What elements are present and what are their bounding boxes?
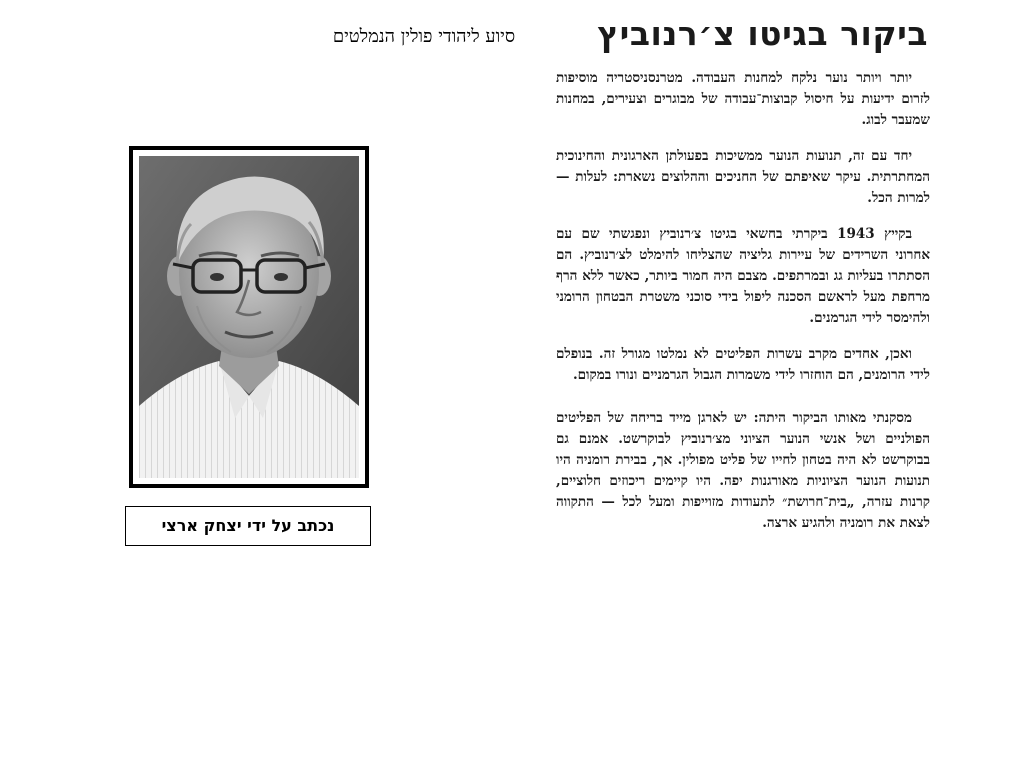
- slide-subtitle: סיוע ליהודי פולין הנמלטים: [332, 26, 516, 47]
- article-paragraph: יחד עם זה, תנועות הנוער ממשיכות בפעולתן הארגונית והחינוכית המחתרתית. עיקר שאיפתם של החניכים וההלוצים נשארת: לעלות — למרות הכל.: [556, 148, 930, 206]
- article-paragraph: מסקנתי מאותו הביקור היתה: יש לארגן מייד בריחה של הפליטים הפולניים ושל אנשי הנוער הציוני מצ׳רנוביץ לבוקרשט. אמנם גם בבוקרשט לא היה בטחון לחייו של פליט מפולין. אך, בבירת רומניה היו תנועות הנוער הציוניות מאורגנות יפה. היו קיימים ריכוזים חלוציים, קרנות עזרה, „בית־חרושת״ לתעודות מזוייפות ומעל לכל — התקווה לצאת את רומניה ולהגיע ארצה.: [556, 410, 930, 531]
- article-headline: ביקור בגיטו צ׳רנוביץ: [597, 14, 928, 53]
- portrait-photo: [139, 156, 359, 478]
- article-paragraph: ואכן, אחדים מקרב עשרות הפליטים לא נמלטו מגורל זה. בנופלם לידי הרומנים, הם הוחזרו לידי משמרות הגבול הגרמניים ונורו במקום.: [556, 346, 930, 383]
- portrait-photo-image: [139, 156, 359, 478]
- article-paragraph: יותר ויותר נוער נלקח למחנות העבודה. מטרנסניסטריה מוסיפות לזרום ידיעות על חיסול קבוצות־עבודה של מבוגרים וצעירים, במחנות שמעבר לבוג.: [556, 70, 930, 128]
- portrait-photo-frame: [129, 146, 369, 488]
- newspaper-article: [552, 12, 934, 549]
- photo-caption: נכתב על ידי יצחק ארצי: [125, 506, 371, 546]
- article-paragraph: בקייץ 1943 ביקרתי בחשאי בגיטו צ׳רנוביץ ונפגשתי שם עם אחרוני השרידים של עיירות גליציה שהצליחו להימלט לצ׳רנוביץ. הם הסתתרו בעליות גג ובמרתפים. מצבם היה חמור ביותר, כאשר ללא הרף מרחפת מעל לראשם הסכנה ליפול בידי סוכני משטרת הבטחון הרומני ולהימסר לידי הגרמנים.: [556, 226, 930, 326]
